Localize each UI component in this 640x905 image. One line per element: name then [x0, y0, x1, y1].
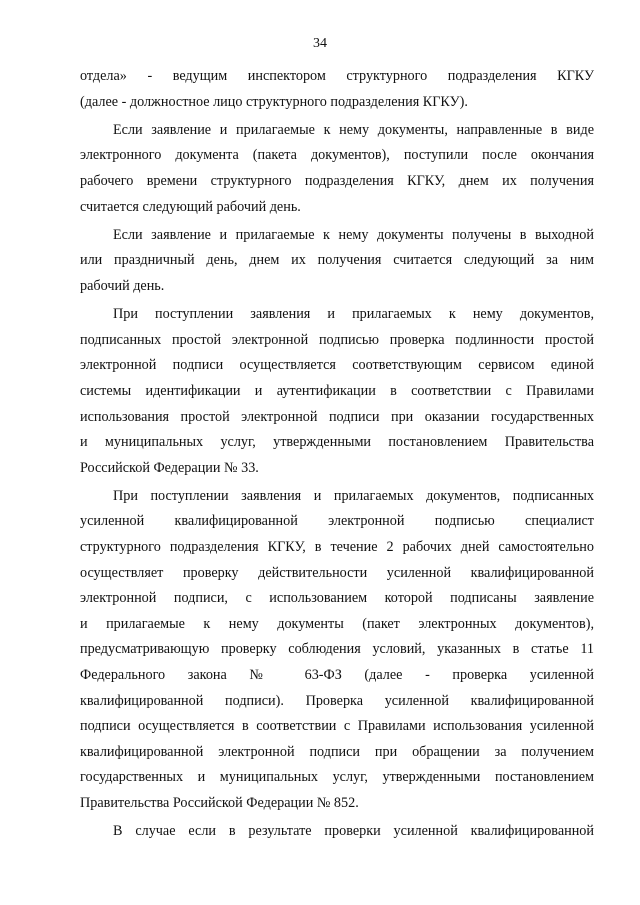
- text-line: В случае если в результате проверки усиленной квалифицированной: [113, 823, 594, 840]
- text-line: рабочего времени структурного подразделения КГКУ, днем их получения: [80, 172, 594, 189]
- text-line: и прилагаемые к нему документы (пакет электронных документов),: [80, 615, 594, 632]
- text-line: или праздничный день, днем их получения считается следующий за ним: [80, 252, 594, 269]
- paragraph: [80, 223, 594, 302]
- text-line: квалифицированной электронной подписи при обращении за получением: [80, 743, 594, 760]
- text-line: электронного документа (пакета документов), поступили после окончания: [80, 147, 594, 164]
- text-line: осуществляет проверку действительности усиленной квалифицированной: [80, 564, 594, 581]
- text-line: Федерального закона № 63-ФЗ (далее - проверка усиленной: [80, 667, 594, 684]
- text-line: При поступлении заявления и прилагаемых документов, подписанных: [113, 487, 594, 504]
- text-line: отдела» - ведущим инспектором структурного подразделения КГКУ: [80, 68, 594, 84]
- text-line: структурного подразделения КГКУ, в течение 2 рабочих дней самостоятельно: [80, 539, 594, 556]
- text-line: и муниципальных услуг, утвержденными постановлением Правительства: [80, 434, 594, 451]
- paragraph: [80, 484, 594, 819]
- page-number: 34: [313, 36, 327, 51]
- text-line: государственных и муниципальных услуг, утвержденными постановлением: [80, 769, 594, 786]
- document-body: [80, 64, 594, 845]
- text-line: (далее - должностное лицо структурного подразделения КГКУ).: [80, 93, 468, 110]
- text-line: Если заявление и прилагаемые к нему документы, направленные в виде: [113, 121, 594, 138]
- text-line: усиленной квалифицированной электронной подписью специалист: [80, 513, 594, 530]
- text-line: предусматривающую проверку соблюдения условий, указанных в статье 11: [80, 641, 594, 658]
- text-line: Российской Федерации № 33.: [80, 459, 259, 476]
- text-line: электронной подписи осуществляется соответствующим сервисом единой: [80, 357, 594, 374]
- text-line: считается следующий рабочий день.: [80, 198, 301, 215]
- text-line: системы идентификации и аутентификации в соответствии с Правилами: [80, 382, 594, 399]
- text-line: Правительства Российской Федерации № 852.: [80, 795, 359, 811]
- text-line: Если заявление и прилагаемые к нему документы получены в выходной: [113, 226, 594, 243]
- paragraph: [80, 64, 594, 118]
- paragraph: [80, 819, 594, 845]
- text-line: рабочий день.: [80, 277, 165, 294]
- text-line: использования простой электронной подписи при оказании государственных: [80, 408, 594, 425]
- paragraph: [80, 302, 594, 484]
- text-line: подписанных простой электронной подписью проверка подлинности простой: [80, 331, 594, 348]
- text-line: подписи осуществляется в соответствии с Правилами использования усиленной: [80, 718, 594, 735]
- paragraph: [80, 118, 594, 223]
- text-line: квалифицированной подписи). Проверка усиленной квалифицированной: [80, 692, 594, 709]
- text-line: электронной подписи, с использованием которой подписаны заявление: [80, 590, 594, 607]
- text-line: При поступлении заявления и прилагаемых к нему документов,: [113, 306, 594, 323]
